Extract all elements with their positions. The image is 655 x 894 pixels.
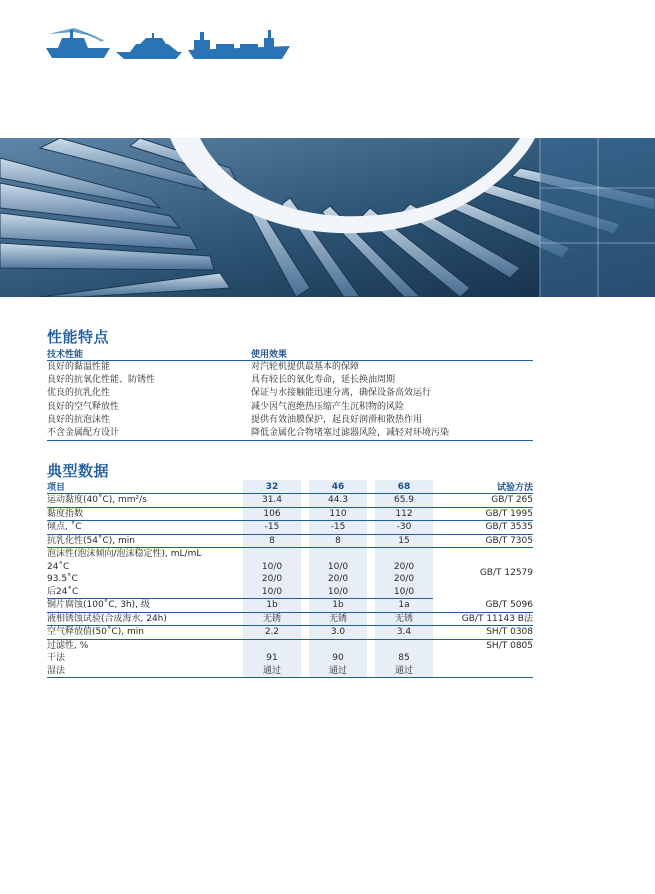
row-label: 液相锈蚀试验(合成海水, 24h) <box>47 612 243 626</box>
cell-value: 10/0 <box>375 586 433 599</box>
cell-value: 1b <box>309 599 367 613</box>
cell-method: GB/T 12579 <box>479 568 533 578</box>
header-test-method: 试验方法 <box>433 480 533 494</box>
cell-value: 15 <box>375 534 433 548</box>
cell-value: 20/0 <box>375 573 433 586</box>
table-row <box>47 548 533 561</box>
table-row <box>47 361 533 375</box>
cell-value: 10/0 <box>243 561 301 574</box>
cell-value: 无锈 <box>243 612 301 626</box>
cell-value: 106 <box>243 507 301 521</box>
cell-method: GB/T 7305 <box>433 534 533 548</box>
fishing-boat-icon <box>46 28 110 58</box>
row-label: 93.5˚C <box>47 574 78 584</box>
cell-method: GB/T 5096 <box>433 599 533 613</box>
feature-name: 良好的黏温性能 <box>47 362 111 372</box>
row-label: 泡沫性(泡沫倾向/泡沫稳定性), mL/mL <box>47 549 202 559</box>
row-label: 空气释放值(50˚C), min <box>47 626 243 640</box>
table-row <box>47 401 533 414</box>
cell-value: 通过 <box>309 665 367 678</box>
cell-method: SH/T 0308 <box>433 626 533 640</box>
row-label: 铜片腐蚀(100˚C, 3h), 级 <box>47 599 243 613</box>
feature-effect: 对汽轮机提供最基本的保障 <box>251 362 360 372</box>
cell-value: 10/0 <box>309 561 367 574</box>
cell-method: GB/T 3535 <box>433 521 533 535</box>
cell-value: 20/0 <box>375 561 433 574</box>
table-row <box>47 427 533 441</box>
ship-icons <box>44 24 294 62</box>
cell-value: 110 <box>309 507 367 521</box>
cell-value: 2.2 <box>243 626 301 640</box>
cell-value: 1a <box>375 599 433 613</box>
feature-name: 良好的抗氧化性能、防锈性 <box>47 375 156 386</box>
feature-effect: 减少因气泡绝热压缩产生沉积物的风险 <box>251 401 405 412</box>
feature-effect: 降低金属化合物堵塞过滤器风险，减轻对环境污染 <box>251 427 533 441</box>
row-label: 干法 <box>47 653 66 663</box>
cell-value: 65.9 <box>375 494 433 508</box>
feature-effect: 保证与水接触能迅速分离，确保设备高效运行 <box>251 388 432 399</box>
table-row <box>47 494 533 508</box>
cell-value: 85 <box>375 652 433 665</box>
feature-effect: 具有较长的氧化寿命，延长换油周期 <box>251 375 396 386</box>
row-label: 黏度指数 <box>47 507 243 521</box>
hero-turbine-image <box>0 138 655 297</box>
cell-value: 90 <box>309 652 367 665</box>
cell-method: GB/T 1995 <box>433 507 533 521</box>
cell-value: 3.4 <box>375 626 433 640</box>
row-label: 过滤性, % <box>47 640 89 651</box>
row-label: 倾点, ˚C <box>47 521 243 535</box>
cell-value: -15 <box>243 521 301 535</box>
feature-name: 不含金属配方设计 <box>47 427 251 441</box>
cell-value: 通过 <box>375 665 433 678</box>
cell-value: 112 <box>375 507 433 521</box>
cell-value: 20/0 <box>309 573 367 586</box>
cell-value: 10/0 <box>309 586 367 599</box>
cell-value: 无锈 <box>375 612 433 626</box>
row-label: 后24˚C <box>47 586 243 599</box>
feature-name: 优良的抗乳化性 <box>47 388 111 399</box>
header-item: 项目 <box>47 480 243 494</box>
features-title: 性能特点 <box>47 328 110 346</box>
table-row <box>47 507 533 521</box>
table-row <box>47 652 533 665</box>
cell-method: SH/T 0805 <box>486 640 533 651</box>
table-row <box>47 534 533 548</box>
typical-data-table <box>47 480 533 678</box>
table-row <box>47 414 533 427</box>
row-label: 湿法 <box>47 665 243 678</box>
cell-value: 91 <box>243 652 301 665</box>
cell-value: 无锈 <box>309 612 367 626</box>
table-row <box>47 665 533 678</box>
table-row <box>47 639 533 652</box>
features-header-effect: 使用效果 <box>251 346 533 361</box>
cell-value: 3.0 <box>309 626 367 640</box>
cell-method: GB/T 265 <box>433 494 533 508</box>
table-row <box>47 521 533 535</box>
yacht-icon <box>116 33 182 59</box>
table-row <box>47 612 533 626</box>
table-row <box>47 599 533 613</box>
table-row <box>47 387 533 400</box>
header-grade-46: 46 <box>309 480 367 494</box>
cell-value: 10/0 <box>243 586 301 599</box>
cargo-ship-icon <box>188 30 290 59</box>
row-label: 运动黏度(40˚C), mm²/s <box>47 494 243 508</box>
features-header-tech: 技术性能 <box>47 346 251 361</box>
feature-name: 良好的抗泡沫性 <box>47 414 111 425</box>
cell-value: 8 <box>309 534 367 548</box>
header-grade-68: 68 <box>375 480 433 494</box>
header-grade-32: 32 <box>243 480 301 494</box>
feature-name: 良好的空气释放性 <box>47 401 120 412</box>
table-row <box>47 626 533 640</box>
features-table <box>47 346 533 441</box>
cell-value: 8 <box>243 534 301 548</box>
feature-effect: 提供有效油膜保护，起良好润滑和散热作用 <box>251 414 423 425</box>
cell-value: 通过 <box>243 665 301 678</box>
cell-value: 44.3 <box>309 494 367 508</box>
table-row <box>47 374 533 387</box>
row-label: 抗乳化性(54˚C), min <box>47 534 243 548</box>
row-label: 24˚C <box>47 561 70 572</box>
cell-value: -30 <box>375 521 433 535</box>
cell-value: 1b <box>243 599 301 613</box>
cell-method: GB/T 11143 B法 <box>433 612 533 626</box>
cell-value: 31.4 <box>243 494 301 508</box>
cell-value: 20/0 <box>243 573 301 586</box>
cell-value: -15 <box>309 521 367 535</box>
typical-data-title: 典型数据 <box>47 462 110 480</box>
